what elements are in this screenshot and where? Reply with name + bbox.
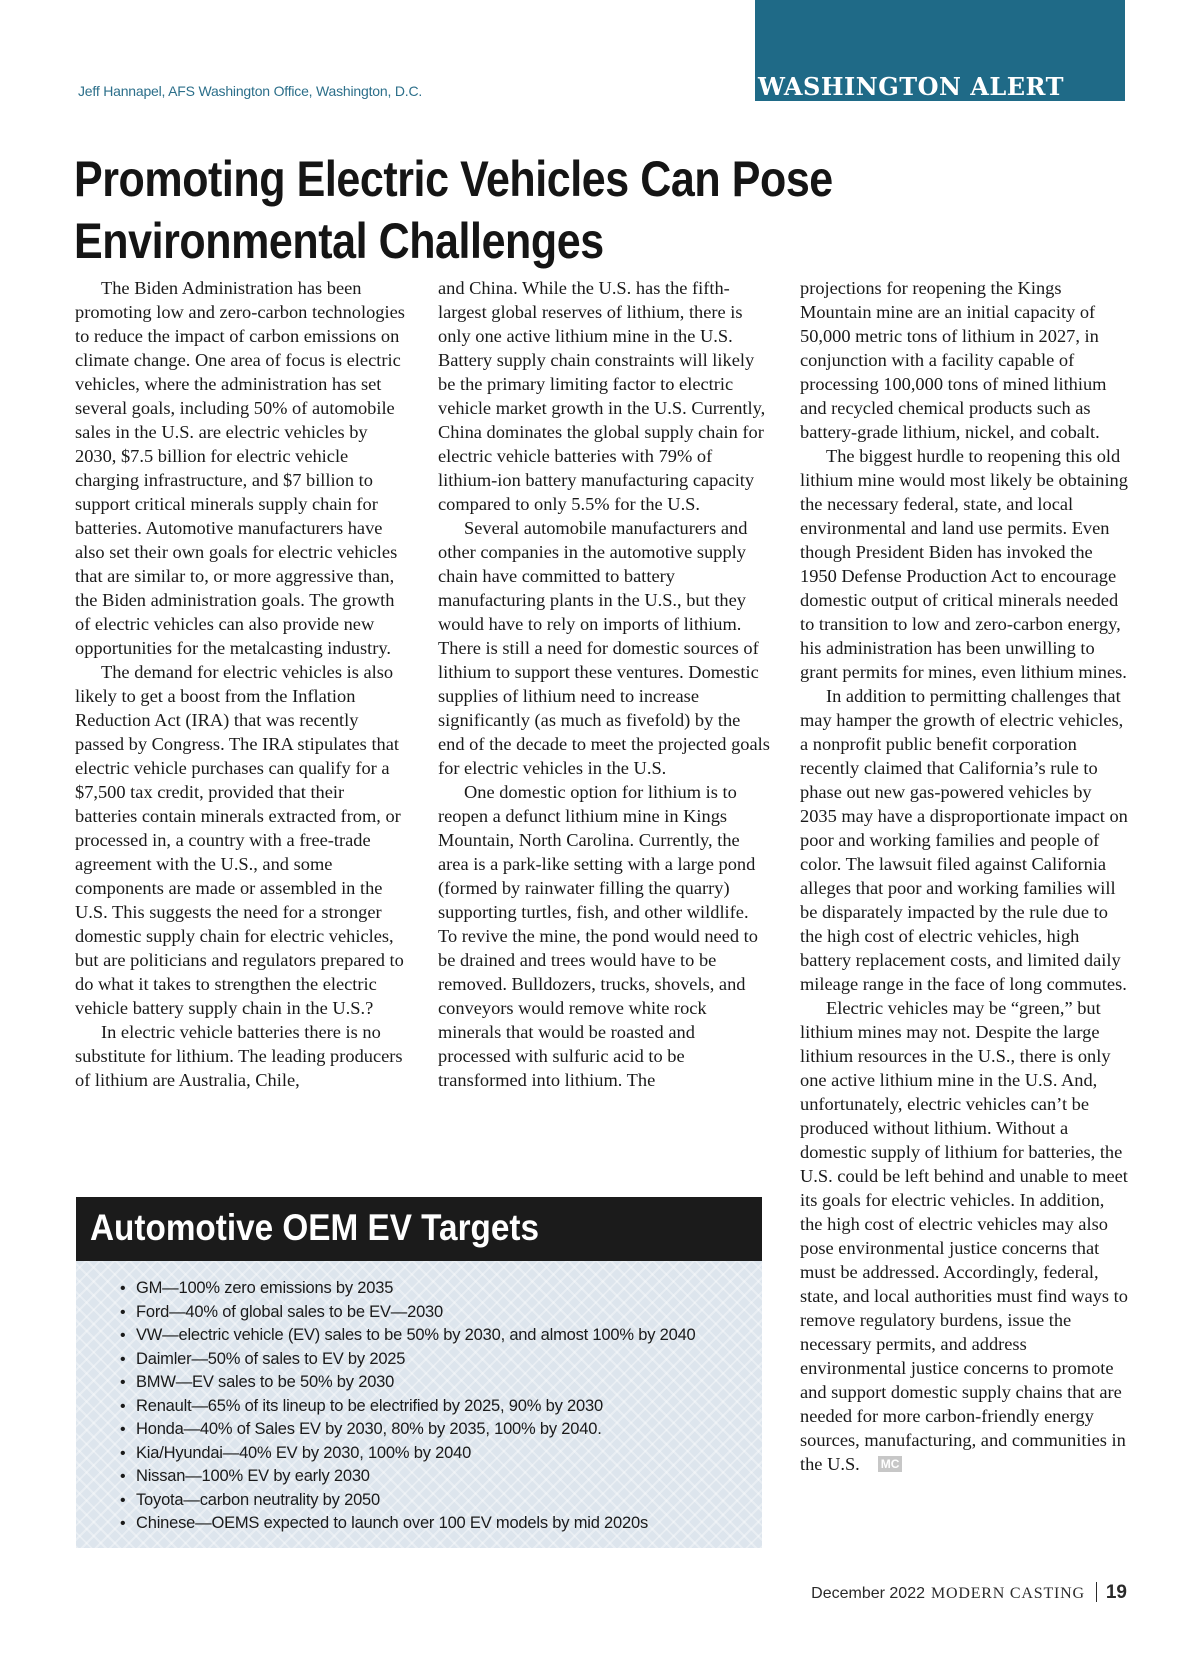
page-number: 19 (1105, 1582, 1127, 1603)
list-item: • Renault—65% of its lineup to be electrified by 2025, 90% by 2030 (120, 1395, 696, 1419)
paragraph: In electric vehicle batteries there is no substitute for lithium. The leading producers of lithium are Australia, Chile, (75, 1022, 403, 1090)
list-item: • Honda—40% of Sales EV by 2030, 80% by 2035, 100% by 2040. (120, 1418, 696, 1442)
paragraph: The Biden Administration has been promoting low and zero-carbon technologies to reduce the impact of carbon emissions on climate change. One area of focus is electric vehicles, where the administration has set several goals, including 50% of automobile sales in the U.S. are electric vehicles by 2030, $7.5 billion for electric vehicle charging infrastructure, and $7 billion to support critical minerals supply chain for batteries. Automotive manufacturers have also set their own goals for electric vehicles that are similar to, or more aggressive than, the Biden administration goals. The growth of electric vehicles can also provide new opportunities for the metalcasting industry. (75, 278, 405, 658)
sidebar-title: Automotive OEM EV Targets (90, 1207, 540, 1248)
author-byline: Jeff Hannapel, AFS Washington Office, Washington, D.C. (78, 83, 423, 99)
list-item: • GM—100% zero emissions by 2035 (120, 1277, 696, 1301)
sidebar-header (76, 1197, 762, 1261)
list-item: • Ford—40% of global sales to be EV—2030 (120, 1301, 696, 1325)
oem-targets-sidebar (76, 1197, 762, 1548)
paragraph: In addition to permitting challenges that may hamper the growth of electric vehicles, a nonprofit public benefit corporation recently claimed that California’s rule to phase out new gas-powered vehicles by 2035 may have a disproportionate impact on poor and working families and people of color. The lawsuit filed against California alleges that poor and working families will be disparately impacted by the rule due to the high cost of electric vehicles, high battery replacement costs, and limited daily mileage range in the face of long commutes. (800, 686, 1128, 994)
list-item: • Nissan—100% EV by early 2030 (120, 1465, 696, 1489)
section-label: WASHINGTON ALERT (758, 72, 1064, 101)
list-item: • Toyota—carbon neutrality by 2050 (120, 1489, 696, 1513)
headline-line-1: Promoting Electric Vehicles Can Pose (74, 151, 833, 207)
article-column-3 (800, 276, 1130, 1476)
list-item: • VW—electric vehicle (EV) sales to be 50% by 2030, and almost 100% by 2040 (120, 1324, 696, 1348)
paragraph: Several automobile manufacturers and other companies in the automotive supply chain have committed to battery manufacturing plants in the U.S., but they would have to rely on imports of lithium. There is still a need for domestic sources of lithium to support these ventures. Domestic supplies of lithium need to increase significantly (as much as fivefold) by the end of the decade to meet the projected goals for electric vehicles in the U.S. (438, 518, 770, 778)
paragraph-final (800, 996, 1130, 1476)
list-item: • Kia/Hyundai—40% EV by 2030, 100% by 2040 (120, 1442, 696, 1466)
paragraph: One domestic option for lithium is to reopen a defunct lithium mine in Kings Mountain, North Carolina. Currently, the area is a park-like setting with a large pond (formed by rainwater filling the quarry) supporting turtles, fish, and other wildlife. To revive the mine, the pond would need to be drained and trees would have to be removed. Bulldozers, trucks, shovels, and conveyors would remove white rock minerals that would be roasted and processed with sulfuric acid to be transformed into lithium. The (438, 782, 758, 1090)
headline-line-2: Environmental Challenges (74, 213, 604, 269)
list-item: • Daimler—50% of sales to EV by 2025 (120, 1348, 696, 1372)
footer-divider (1096, 1582, 1097, 1602)
paragraph-text: Electric vehicles may be “green,” but lithium mines may not. Despite the large lithium resources in the U.S., there is only one active lithium mine in the U.S. And, unfortunately, electric vehicles can’t be produced without lithium. Without a domestic supply of lithium for batteries, the U.S. could be left behind and unable to meet its goals for electric vehicles. In addition, the high cost of electric vehicles may also pose environmental justice concerns that must be addressed. Accordingly, federal, state, and local authorities must find ways to remove regulatory burdens, issue the necessary permits, and address environmental justice concerns to promote and support domestic supply chains that are needed for more carbon-friendly energy sources, manufacturing, and communities in the U.S. (800, 998, 1128, 1474)
magazine-name: MODERN CASTING (930, 1585, 1085, 1602)
article-headline (74, 148, 848, 272)
paragraph: The demand for electric vehicles is also likely to get a boost from the Inflation Reduction Act (IRA) that was recently passed by Congress. The IRA stipulates that electric vehicle purchases can qualify for a $7,500 tax credit, provided that their batteries contain minerals extracted from, or processed in, a country with a free-trade agreement with the U.S., and some components are made or assembled in the U.S. This suggests the need for a stronger domestic supply chain for electric vehicles, but are politicians and regulators prepared to do what it takes to strengthen the electric vehicle battery supply chain in the U.S.? (75, 662, 404, 1018)
page-footer (811, 1581, 1127, 1606)
article-column-1 (75, 276, 405, 1092)
list-item: • Chinese—OEMS expected to launch over 100 EV models by mid 2020s (120, 1512, 696, 1536)
article-column-2 (438, 276, 771, 1092)
list-item: • BMW—EV sales to be 50% by 2030 (120, 1371, 696, 1395)
targets-list (120, 1277, 696, 1536)
end-mark-icon: MC (878, 1456, 903, 1472)
paragraph: The biggest hurdle to reopening this old lithium mine would most likely be obtaining the necessary federal, state, and local environmental and land use permits. Even though President Biden has invoked the 1950 Defense Production Act to encourage domestic output of critical minerals needed to transition to low and zero-carbon energy, his administration has been unwilling to grant permits for mines, even lithium mines. (800, 446, 1128, 682)
paragraph: projections for reopening the Kings Mountain mine are an initial capacity of 50,000 metric tons of lithium in 2027, in conjunction with a facility capable of processing 100,000 tons of mined lithium and recycled chemical products such as battery-grade lithium, nickel, and cobalt. (800, 278, 1107, 442)
issue-date: December 2022 (811, 1585, 925, 1602)
paragraph: and China. While the U.S. has the fifth-largest global reserves of lithium, there is only one active lithium mine in the U.S. Battery supply chain constraints will likely be the primary limiting factor to electric vehicle market growth in the U.S. Currently, China dominates the global supply chain for electric vehicle batteries with 79% of lithium-ion battery manufacturing capacity compared to only 5.5% for the U.S. (438, 278, 766, 514)
